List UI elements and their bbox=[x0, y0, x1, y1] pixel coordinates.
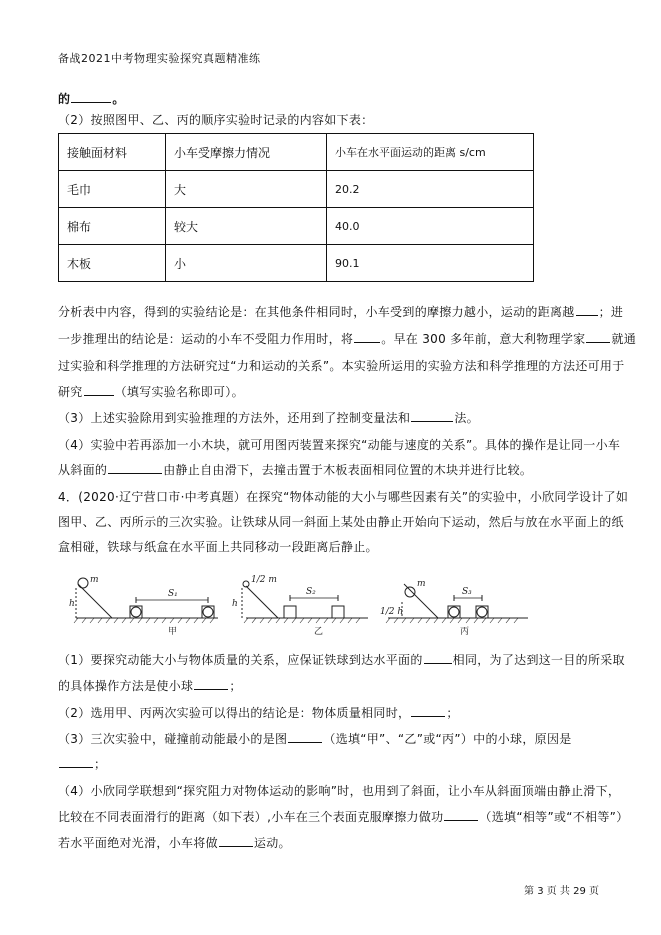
label-mass-3: m bbox=[417, 579, 426, 589]
text-line: ； bbox=[58, 755, 106, 772]
label-yi: 乙 bbox=[314, 627, 324, 636]
text-line: （3）上述实验除用到实验推理的方法外，还用到了控制变量法和 法。 bbox=[58, 411, 479, 425]
text-line: 比较在不同表面滑行的距离（如下表）,小车在三个表面克服摩擦力做功 （选填“相等”或“不相等”） bbox=[58, 810, 629, 824]
table-cell: 90.1 bbox=[327, 245, 534, 282]
page-header: 备战2021中考物理实验探究真题精准练 bbox=[58, 52, 261, 65]
text-line: （2）按照图甲、乙、丙的顺序实验时记录的内容如下表： bbox=[58, 113, 374, 127]
text-line: 分析表中内容，得到的实验结论是：在其他条件相同时，小车受到的摩擦力越小，运动的距离越 ；进 bbox=[58, 305, 624, 319]
text-line: 图甲、乙、丙所示的三次实验。让铁球从同一斜面上某处由静止开始向下运动，然后与放在水平面上的纸 bbox=[58, 515, 624, 529]
table-cell: 毛巾 bbox=[59, 171, 166, 208]
text-line: （4）小欣同学联想到“探究阻力对物体运动的影响”时，也用到了斜面，让小车从斜面顶端由静止滑下， bbox=[58, 784, 621, 798]
label-distance-1: S₁ bbox=[168, 589, 178, 599]
label-height: h bbox=[69, 599, 75, 609]
text-line: 的 。 bbox=[58, 92, 125, 106]
table-cell: 20.2 bbox=[327, 171, 534, 208]
text-line: （3）三次实验中，碰撞前动能最小的是图 （选填“甲”、“乙”或“丙”）中的小球，原因是 bbox=[58, 732, 572, 746]
label-mass: m bbox=[90, 575, 99, 585]
table-row bbox=[59, 171, 534, 208]
text-line: 盒相碰，铁球与纸盒在水平面上共同移动一段距离后静止。 bbox=[58, 540, 378, 554]
text-line: （2）选用甲、丙两次实验可以得出的结论是：物体质量相同时， ； bbox=[58, 706, 459, 720]
label-distance-2: S₂ bbox=[306, 587, 316, 597]
text-line: 从斜面的 由静止自由滑下，去撞击置于木板表面相同位置的木块并进行比较。 bbox=[58, 463, 533, 477]
text-line: 过实验和科学推理的方法研究过“力和运动的关系”。本实验所运用的实验方法和科学推理的方法还可用于 bbox=[58, 359, 625, 373]
text-line: （4）实验中若再添加一小木块，就可用图丙装置来探究“动能与速度的关系”。具体的操作是让同一小车 bbox=[58, 438, 621, 452]
table-cell: 较大 bbox=[166, 208, 327, 245]
table-row bbox=[59, 245, 534, 282]
text-line: 的具体操作方法是使小球 ； bbox=[58, 679, 242, 693]
table-header-row bbox=[59, 134, 534, 171]
label-half-height: 1/2 h bbox=[380, 607, 404, 617]
label-distance-3: S₃ bbox=[462, 587, 472, 597]
text-line: 若水平面绝对光滑，小车将做 运动。 bbox=[58, 836, 291, 850]
text-line: 研究 （填写实验名称即可）。 bbox=[58, 385, 244, 399]
friction-table bbox=[58, 133, 534, 282]
label-bing: 丙 bbox=[460, 627, 470, 636]
table-header: 接触面材料 bbox=[59, 134, 166, 171]
text-line: 一步推理出的结论是：运动的小车不受阻力作用时，将 。早在 300 多年前，意大利物理学家 就通 bbox=[58, 332, 637, 346]
question-4-title: 4．(2020·辽宁营口市·中考真题）在探究“物体动能的大小与哪些因素有关”的实验中，小欣同学设计了如 bbox=[58, 490, 629, 504]
label-half-mass: 1/2 m bbox=[251, 575, 277, 585]
table-header: 小车在水平面运动的距离 s/cm bbox=[327, 134, 534, 171]
table-cell: 40.0 bbox=[327, 208, 534, 245]
table-row bbox=[59, 208, 534, 245]
table-cell: 小 bbox=[166, 245, 327, 282]
table-cell: 木板 bbox=[59, 245, 166, 282]
label-jia: 甲 bbox=[168, 627, 178, 636]
text-line: （1）要探究动能大小与物体质量的关系，应保证铁球到达水平面的 相同，为了达到这一目的所采取 bbox=[58, 653, 625, 667]
table-cell: 棉布 bbox=[59, 208, 166, 245]
table-cell: 大 bbox=[166, 171, 327, 208]
label-height-2: h bbox=[232, 599, 238, 609]
page-footer: 第 3 页 共 29 页 bbox=[524, 886, 599, 897]
table-header: 小车受摩擦力情况 bbox=[166, 134, 327, 171]
experiment-figure bbox=[68, 574, 588, 636]
